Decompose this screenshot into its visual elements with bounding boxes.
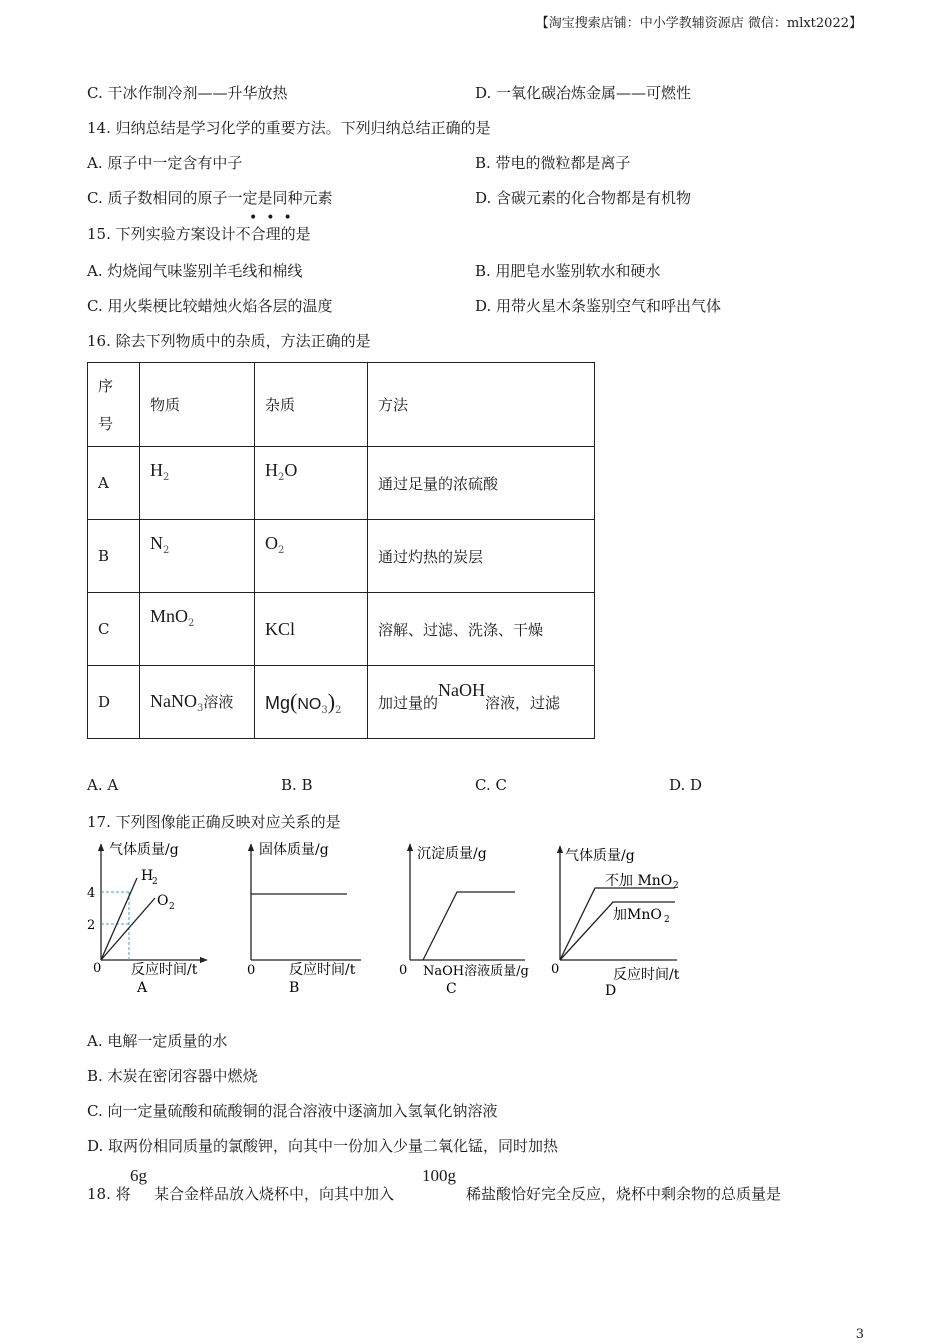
method-cell: 通过足量的浓硫酸 [368, 447, 595, 520]
paren: ) [327, 688, 336, 714]
q17-option-a: A. 电解一定质量的水 [87, 1032, 228, 1050]
header-no-2: 号 [98, 414, 114, 433]
graph-c-line [423, 892, 515, 960]
q18-mass-2: 100g [422, 1166, 456, 1185]
q17-graphs-figure [85, 838, 705, 1008]
header-no [88, 363, 140, 447]
suffix: 溶液 [203, 692, 234, 711]
graph-a-h2-label: H [141, 868, 154, 884]
method-cell: 通过灼热的炭层 [368, 520, 595, 593]
graph-b-origin: 0 [247, 963, 256, 978]
subscript: 2 [163, 544, 170, 556]
graph-a-ylabel: 气体质量/g [109, 842, 179, 858]
q14-option-a: A. 原子中一定含有中子 [87, 154, 243, 172]
header-method: 方法 [368, 363, 595, 447]
subscript: 2 [335, 704, 342, 716]
formula: KCl [265, 618, 296, 639]
q18-mass-1: 6g [130, 1166, 147, 1185]
method-cell [368, 666, 595, 739]
q15-option-b: B. 用肥皂水鉴别软水和硬水 [475, 262, 661, 280]
graph-a-o2-line [101, 898, 155, 960]
method-text: 加过量的 [378, 693, 439, 712]
graph-a-tick-2: 2 [87, 918, 96, 933]
row-label: A [88, 447, 140, 520]
graph-b-caption: B [289, 980, 300, 996]
q16-option-a: A. A [87, 776, 119, 794]
graph-c-ylabel: 沉淀质量/g [417, 846, 487, 862]
header-no-1: 序 [98, 376, 114, 395]
graph-c-origin: 0 [399, 963, 408, 978]
q17-option-c: C. 向一定量硫酸和硫酸铜的混合溶液中逐滴加入氢氧化钠溶液 [87, 1102, 498, 1120]
q15-option-c: C. 用火柴梗比较蜡烛火焰各层的温度 [87, 297, 333, 315]
row-label: D [88, 666, 140, 739]
subscript: 2 [278, 544, 285, 556]
q13-option-d: D. 一氧化碳冶炼金属——可燃性 [475, 84, 692, 102]
table-row [88, 447, 595, 520]
subscript: 3 [197, 702, 204, 714]
graph-a-tick-4: 4 [87, 886, 96, 901]
q18-post: 稀盐酸恰好完全反应，烧杯中剩余物的总质量是 [466, 1185, 782, 1203]
graph-c [399, 844, 529, 997]
q14-option-b: B. 带电的微粒都是离子 [475, 154, 631, 172]
graph-c-xlabel: NaOH溶液质量/g [423, 964, 529, 979]
graph-a-h2-line [101, 878, 137, 960]
formula: O [265, 532, 278, 553]
method-cell: 溶解、过滤、洗涤、干燥 [368, 593, 595, 666]
page-number: 3 [855, 1327, 864, 1342]
q16-table [87, 362, 595, 739]
graph-d-line2-sub: 2 [664, 915, 670, 925]
impurity-cell [255, 520, 368, 593]
graph-d-line1-sub: 2 [673, 881, 679, 891]
formula: H [265, 459, 278, 480]
graph-a-h2-sub: 2 [152, 877, 158, 887]
q14-stem: 14. 归纳总结是学习化学的重要方法。下列归纳总结正确的是 [87, 119, 491, 137]
substance-cell [140, 666, 255, 739]
q15-stem: 15. 下列实验方案设计不合理的是 [87, 225, 311, 243]
impurity-cell [255, 666, 368, 739]
substance-cell [140, 593, 255, 666]
q17-option-b: B. 木炭在密闭容器中燃烧 [87, 1067, 258, 1085]
q15-option-a: A. 灼烧闻气味鉴别羊毛线和棉线 [87, 262, 303, 280]
formula: Mg [265, 692, 291, 713]
header-impurity: 杂质 [255, 363, 368, 447]
table-row [88, 666, 595, 739]
graph-d-line-no-catalyst [560, 888, 675, 960]
method-text: 溶液，过滤 [485, 693, 561, 712]
q16-option-b: B. B [281, 776, 313, 794]
table-row [88, 520, 595, 593]
graph-d-xlabel: 反应时间/t [613, 967, 680, 983]
formula: MnO [150, 605, 189, 626]
page-header: 【淘宝搜索店铺：中小学教辅资源店 微信：mlxt2022】 [535, 16, 862, 31]
graph-d-origin: 0 [551, 962, 560, 977]
formula: NaNO [150, 690, 197, 711]
substance-cell [140, 447, 255, 520]
q16-option-d: D. D [669, 776, 703, 794]
q14-option-d: D. 含碳元素的化合物都是有机物 [475, 189, 692, 207]
subscript: 2 [188, 617, 195, 629]
q18-pre: 18. 将 [87, 1185, 131, 1203]
graph-d-line1-label: 不加 MnO [605, 873, 673, 889]
graph-b-xlabel: 反应时间/t [289, 962, 356, 978]
q13-option-c: C. 干冰作制冷剂——升华放热 [87, 84, 288, 102]
row-label: B [88, 520, 140, 593]
q17-option-d: D. 取两份相同质量的氯酸钾，向其中一份加入少量二氧化锰，同时加热 [87, 1137, 559, 1155]
formula: H [150, 459, 163, 480]
subscript: 2 [278, 471, 285, 483]
formula: O [284, 459, 298, 480]
substance-cell [140, 520, 255, 593]
q15-option-d: D. 用带火星木条鉴别空气和呼出气体 [475, 297, 722, 315]
graph-b [247, 841, 361, 996]
header-substance: 物质 [140, 363, 255, 447]
formula: NaOH [438, 679, 486, 700]
q16-option-c: C. C [475, 776, 507, 794]
graph-c-caption: C [446, 981, 457, 997]
paren: ( [290, 688, 298, 714]
formula: NO [297, 695, 322, 713]
graph-a [87, 841, 207, 996]
table-header-row [88, 363, 595, 447]
impurity-cell [255, 593, 368, 666]
graph-a-origin: 0 [93, 961, 102, 976]
graph-b-ylabel: 固体质量/g [259, 842, 329, 858]
row-label: C [88, 593, 140, 666]
table-row [88, 593, 595, 666]
graph-a-caption: A [137, 980, 148, 996]
q17-stem: 17. 下列图像能正确反映对应关系的是 [87, 813, 341, 831]
graph-a-o2-label: O [157, 893, 169, 909]
impurity-cell [255, 447, 368, 520]
q18-mid: 某合金样品放入烧杯中，向其中加入 [154, 1185, 395, 1203]
q14-option-c: C. 质子数相同的原子一定是同种元素 [87, 189, 333, 207]
emphasis-dots: ••• [249, 210, 301, 226]
graph-d-ylabel: 气体质量/g [565, 848, 635, 864]
graph-d-line2-label: 加MnO [613, 907, 662, 923]
subscript: 2 [163, 471, 170, 483]
formula: N [150, 532, 163, 553]
graph-d [551, 846, 680, 999]
subscript: 3 [321, 704, 328, 716]
graph-a-o2-sub: 2 [169, 902, 175, 912]
graph-d-caption: D [605, 983, 617, 999]
graph-a-xlabel: 反应时间/t [131, 962, 198, 978]
q16-stem: 16. 除去下列物质中的杂质，方法正确的是 [87, 332, 371, 350]
